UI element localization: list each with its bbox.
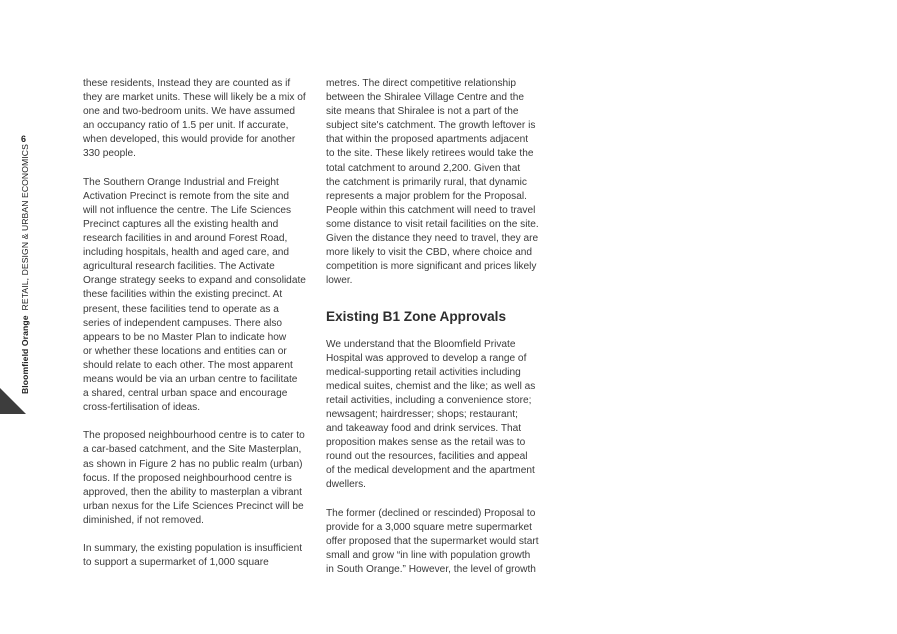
text-line: People within this catchment will need to travel [326,204,536,216]
text-line: medical suites, chemist and the like; as well as [326,380,536,392]
sidebar-title [20,144,30,394]
text-line: cross-fertilisation of ideas. [83,402,201,414]
brand-name: Bloomfield Orange [20,315,30,394]
text-line: to the site. These likely retirees would take the [326,148,534,160]
text-line: site means that Shiralee is not a part of the [326,106,519,118]
text-line: Precinct captures all the existing health and [83,218,279,230]
text-line: when developed, this would provide for another [83,134,296,146]
text-line: In summary, the existing population is insufficient [83,543,303,555]
text-line: represents a major problem for the Proposal. [326,190,527,202]
text-line: retail activities, including a convenience store; [326,394,532,406]
text-line: and takeaway food and drink services. That [326,423,522,435]
text-line: should relate to each other. The most apparent [83,359,293,371]
text-line: of the medical development and the apartment [326,465,535,477]
text-line: between the Shiralee Village Centre and the [326,92,524,104]
text-line: provide for a 3,000 square metre supermarket [326,521,532,533]
text-line: diminished, if not removed. [83,514,204,526]
text-line: focus. If the proposed neighbourhood centre is [83,472,292,484]
text-line: Orange strategy seeks to expand and consolidate [83,275,306,287]
text-line: newsagent; hairdresser; shops; restaurant; [326,408,518,420]
text-line: including hospitals, health and aged care, and [83,247,290,259]
text-line: these residents, Instead they are counted as if [83,78,291,89]
paragraph [326,507,554,577]
brand-tagline: RETAIL, DESIGN & URBAN ECONOMICS [20,144,30,311]
paragraph [83,176,315,416]
text-line: metres. The direct competitive relationship [326,78,517,89]
text-line: means would be via an urban centre to facilitate [83,373,298,385]
text-line: series of independent campuses. There also [83,317,283,329]
corner-triangle-decoration [0,388,26,414]
text-line: or whether these locations and entities can or [83,345,287,357]
text-line: appears to be no Master Plan to indicate how [83,331,287,343]
text-line: urban nexus for the Life Sciences Precinct will be [83,500,304,512]
text-line: research facilities in and around Forest Road, [83,233,288,245]
text-line: a car-based catchment, and the Site Masterplan, [83,444,302,456]
text-line: Hospital was approved to develop a range of [326,352,527,364]
text-line: Given the distance they need to travel, they are [326,233,539,245]
text-line: small and grow “in line with population growth [326,549,531,561]
text-line: We understand that the Bloomfield Private [326,338,516,350]
paragraph [326,77,554,288]
text-line: will not influence the centre. The Life Sciences [83,204,292,216]
text-line: round out the resources, facilities and appeal [326,451,528,463]
text-line: the catchment is primarily rural, that dynamic [326,176,527,188]
paragraph [83,429,315,528]
text-line: to support a supermarket of 1,000 square [83,557,269,569]
text-line: proposition makes sense as the retail was to [326,437,526,449]
paragraph [326,338,554,493]
paragraph [83,77,315,162]
text-line: 330 people. [83,148,136,160]
text-line: The proposed neighbourhood centre is to cater to [83,430,305,442]
text-line: present, these facilities tend to operate as a [83,303,279,315]
text-line: offer proposed that the supermarket would start [326,535,539,547]
text-line: dwellers. [326,479,366,491]
text-line: Activation Precinct is remote from the site and [83,190,289,202]
page-number: 6 [21,134,27,144]
text-line: they are market units. These will likely be a mix of [83,92,306,104]
paragraph [83,542,315,570]
left-text-column [83,77,315,570]
right-text-column [326,77,554,577]
text-line: total catchment to around 2,200. Given that [326,162,521,174]
text-line: that within the proposed apartments adjacent [326,134,529,146]
section-heading: Existing B1 Zone Approvals [326,308,507,324]
text-line: approved, then the ability to masterplan a vibrant [83,486,302,498]
text-line: lower. [326,275,353,287]
text-line: in South Orange.” However, the level of growth [326,564,536,575]
text-line: medical-supporting retail activities including [326,366,521,378]
text-line: subject site's catchment. The growth leftover is [326,120,536,132]
text-line: a shared, central urban space and encourage [83,388,288,400]
text-line: an occupancy ratio of 1.5 per unit. If accurate, [83,120,289,132]
text-line: these facilities within the existing precinct. At [83,289,283,301]
text-line: some distance to visit retail facilities on the site. [326,218,539,230]
text-line: competition is more significant and prices likely [326,261,537,273]
text-line: The Southern Orange Industrial and Freight [83,176,279,188]
text-line: more likely to visit the CBD, where choice and [326,247,532,259]
text-line: agricultural research facilities. The Activate [83,261,275,273]
text-line: one and two-bedroom units. We have assumed [83,106,295,118]
text-line: The former (declined or rescinded) Proposal to [326,507,536,519]
text-line: as shown in Figure 2 has no public realm (urban) [83,458,303,470]
